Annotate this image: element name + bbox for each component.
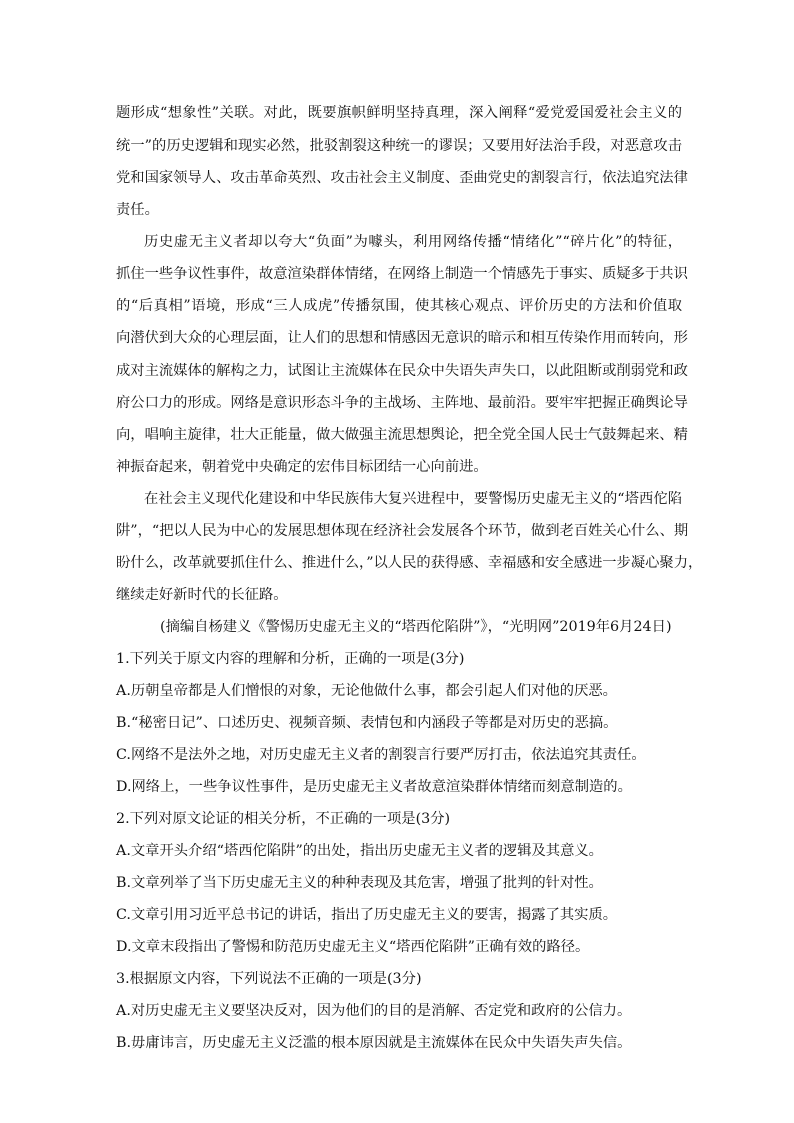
question-2-option-a: A.文章开头介绍“塔西佗陷阱”的出处，指出历史虚无主义者的逻辑及其意义。: [116, 843, 603, 859]
question-1-option-c: C.网络不是法外之地，对历史虚无主义者的割裂言行要严厉打击，依法追究其责任。: [116, 747, 646, 763]
question-2-option-d: D.文章末段指出了警惕和防范历史虚无主义“塔西佗陷阱”正确有效的路径。: [116, 939, 590, 955]
paragraph-2-line-3: 的“后真相”语境，形成“三人成虎”传播氛围，使其核心观点、评价历史的方法和价值取: [116, 298, 682, 314]
question-2-option-b: B.文章列举了当下历史虚无主义的种种表现及其危害，增强了批判的针对性。: [116, 875, 603, 891]
question-1-option-b: B.“秘密日记”、口述历史、视频音频、表情包和内涵段子等都是对历史的恶搞。: [116, 715, 618, 731]
paragraph-1-line-4: 责任。: [116, 202, 159, 218]
question-3-stem: 3.根据原文内容，下列说法不正确的一项是(3分): [116, 971, 422, 987]
question-3-option-b: B.毋庸讳言，历史虚无主义泛滥的根本原因就是主流媒体在民众中失语失声失信。: [116, 1035, 632, 1051]
question-2-stem: 2.下列对原文论证的相关分析，不正确的一项是(3分): [116, 811, 451, 827]
paragraph-2-line-6: 府公口力的形成。网络是意识形态斗争的主战场、主阵地、最前沿。要牢牢把握正确舆论导: [116, 395, 688, 411]
paragraph-3-line-3: 盼什么，改革就要抓住什么、推进什么，”以人民的获得感、幸福感和安全感进一步凝心聚力，: [116, 555, 703, 571]
source-note: (摘编自杨建义《警惕历史虚无主义的“塔西佗陷阱”》，“光明网”2019年6月24日): [160, 619, 672, 635]
paragraph-2-line-1: 历史虚无主义者却以夸大“负面”为噱头，利用网络传播“情绪化”“碎片化”的特征，: [144, 234, 682, 250]
question-1-option-a: A.历朝皇帝都是人们憎恨的对象，无论他做什么事，都会引起人们对他的厌恶。: [116, 683, 617, 699]
question-1-stem: 1.下列关于原文内容的理解和分析，正确的一项是(3分): [116, 651, 465, 667]
question-1-option-d: D.网络上，一些争议性事件，是历史虚无主义者故意渲染群体情绪而刻意制造的。: [116, 779, 632, 795]
paragraph-1-line-1: 题形成“想象性”关联。对此，既要旗帜鲜明坚持真理，深入阐释“爱党爱国爱社会主义的: [116, 105, 682, 121]
paragraph-2-line-8: 神振奋起来，朝着党中央确定的宏伟目标团结一心向前进。: [116, 459, 488, 475]
paragraph-2-line-4: 向潜伏到大众的心理层面，让人们的思想和情感因无意识的暗示和相互传染作用而转向，形: [116, 330, 688, 346]
paragraph-1-line-2: 统一”的历史逻辑和现实必然，批驳割裂这种统一的谬误；又要用好法治手段，对恶意攻击: [116, 138, 682, 154]
paragraph-1-line-3: 党和国家领导人、攻击革命英烈、攻击社会主义制度、歪曲党史的割裂言行，依法追究法律: [116, 170, 688, 186]
paragraph-2-line-5: 成对主流媒体的解构之力，试图让主流媒体在民众中失语失声失口，以此阻断或削弱党和政: [116, 363, 688, 379]
paragraph-3-line-2: 阱”，“把以人民为中心的发展思想体现在经济社会发展各个环节，做到老百姓关心什么、期: [116, 523, 689, 539]
paragraph-2-line-2: 抓住一些争议性事件，故意渲染群体情绪，在网络上制造一个情感先于事实、质疑多于共识: [116, 266, 688, 282]
paragraph-3-line-1: 在社会主义现代化建设和中华民族伟大复兴进程中，要警惕历史虚无主义的“塔西佗陷: [144, 491, 682, 507]
paragraph-2-line-7: 向，唱响主旋律，壮大正能量，做大做强主流思想舆论，把全党全国人民士气鼓舞起来、精: [116, 427, 688, 443]
question-3-option-a: A.对历史虚无主义要坚决反对，因为他们的目的是消解、否定党和政府的公信力。: [116, 1003, 632, 1019]
paragraph-3-line-4: 继续走好新时代的长征路。: [116, 587, 288, 603]
question-2-option-c: C.文章引用习近平总书记的讲话，指出了历史虚无主义的要害，揭露了其实质。: [116, 907, 618, 923]
